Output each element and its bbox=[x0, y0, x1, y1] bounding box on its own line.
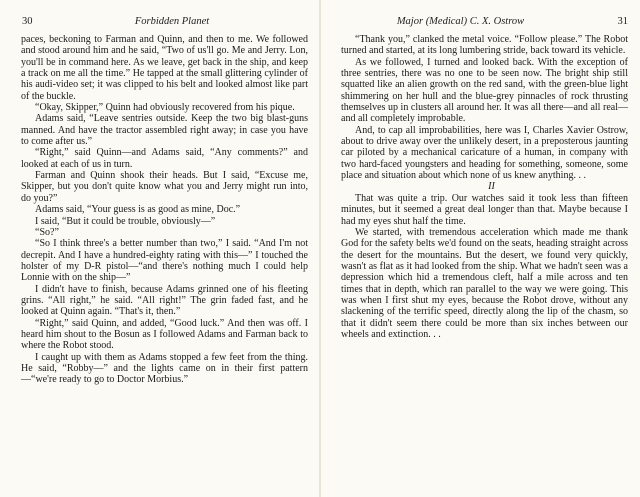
page-number: 30 bbox=[22, 16, 33, 27]
section-numeral: II bbox=[488, 181, 495, 193]
paragraph: “Right,” said Quinn, and added, “Good luck.” And then was off. I heard him shout to the Bosun as I followed Adams and Farman back to where the Robot stood. bbox=[21, 317, 308, 352]
paragraph: We started, with tremendous acceleration which made me thank God for the safety belts we'd found on the seats, heading straight across the desert for the mountains. But the desert, we found very quickly, wasn't as flat as it had looked from the ship. What we hadn't seen was a depression which hid a tremendous cleft, half a mile across and ten times that in depth, which ran parallel to the way we were going. This was when I first shut my eyes, because the Robot drove, without any slackening of the terrific speed, directly along the lip of the chasm, so that it didn't seem there could be more than six inches between our wheels and extinction. . . bbox=[341, 226, 628, 340]
paragraph: paces, beckoning to Farman and Quinn, and then to me. We followed and stood around him and he said, “Two of us'll go. Me and Jerry. Lon, you'll be in command here. As we leave, get back in the ship, and keep a track on me all the time.” He tapped at the small glittering cylinder of his audi-video set; it was clipped to his belt and looked almost like part of the buckle. bbox=[21, 34, 308, 102]
paragraph: That was quite a trip. Our watches said it took less than fifteen minutes, but it seemed a great deal longer than that. Maybe because I had my eyes shut half the time. bbox=[341, 192, 628, 227]
page-number: 31 bbox=[617, 16, 628, 27]
paragraph: “Right,” said Quinn—and Adams said, “Any comments?” and looked at each of us in turn. bbox=[21, 147, 308, 170]
running-head: Major (Medical) C. X. Ostrow bbox=[396, 16, 525, 27]
right-page bbox=[321, 0, 640, 497]
paragraph: I said, “But it could be trouble, obviously—” bbox=[35, 215, 216, 227]
paragraph: I caught up with them as Adams stopped a few feet from the thing. He said, “Robby—” and the lights came on in their first pattern—“we're ready to go to Doctor Morbius.” bbox=[21, 351, 308, 386]
paragraph: As we followed, I turned and looked back. With the exception of three sentries, there was no one to be seen now. The bright ship still squatted like an alien growth on the red sand, with the green-blue light shimmering on her hull and the blue-grey pinnacles of rock thrusting themselves up in clusters all around her. It was all there—and all real—and all completely improbable. bbox=[341, 56, 628, 125]
paragraph: “Okay, Skipper,” Quinn had obviously recovered from his pique. bbox=[35, 102, 295, 114]
paragraph: Farman and Quinn shook their heads. But I said, “Excuse me, Skipper, but you don't quite know what you and Jerry might run into, do you?” bbox=[21, 170, 308, 204]
paragraph: “So I think three's a better number than two,” I said. “And I'm not decrepit. And I have a hundred-eighty rating with this—” I touched the holster of my D-R pistol—“and there's nothing much I could help Lonnie with on the ship—” bbox=[21, 238, 308, 284]
right-page-header bbox=[341, 16, 628, 30]
paragraph: “Thank you,” clanked the metal voice. “Follow please.” The Robot turned and started, at its long lumbering stride, back toward its vehicle. bbox=[341, 34, 628, 57]
paragraph: “So?” bbox=[35, 226, 59, 238]
right-page-body bbox=[341, 34, 628, 340]
paragraph: And, to cap all improbabilities, here was I, Charles Xavier Ostrow, about to drive away over the unlikely desert, in a preposterous jaunting car piloted by a mechanical caricature of a human, in company with two hard-faced youngsters and heading for something, someone, some place and situation about which none of us knew anything. . . bbox=[341, 124, 628, 182]
paragraph: I didn't have to finish, because Adams grinned one of his fleeting grins. “All right,” he said. “All right!” The grin faded fast, and he looked at Quinn again. “That's it, then.” bbox=[21, 283, 308, 318]
paragraph: Adams said, “Your guess is as good as mine, Doc.” bbox=[35, 204, 241, 216]
running-head: Forbidden Planet bbox=[134, 16, 210, 27]
paragraph: Adams said, “Leave sentries outside. Keep the two big blast-guns manned. And have the tractor assembled right away; in case you have to come after us.” bbox=[21, 113, 308, 148]
left-page-body bbox=[21, 34, 308, 386]
left-page-header bbox=[22, 16, 308, 30]
